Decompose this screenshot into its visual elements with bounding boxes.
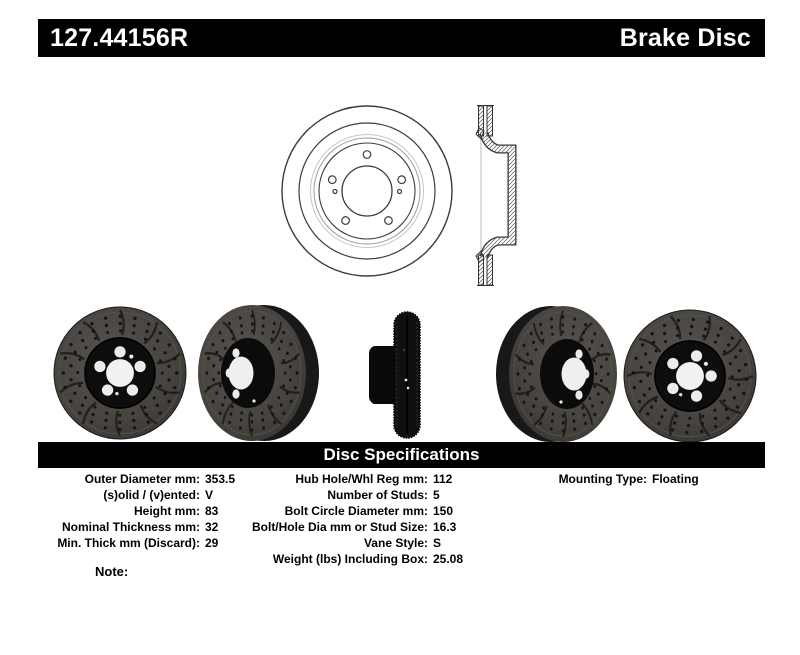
- spec-section-header: [38, 442, 765, 468]
- brake-disc-cross-section-drawing: [476, 106, 512, 286]
- spec-label: Weight (lbs) Including Box:: [272, 552, 428, 566]
- spec-value: S: [433, 536, 442, 550]
- spec-section-title: Disc Specifications: [323, 445, 480, 464]
- spec-column-left: [33, 471, 235, 551]
- spec-label: Min. Thick mm (Discard):: [57, 536, 200, 550]
- spec-value: 25.08: [433, 552, 464, 566]
- part-number: 127.44156R: [50, 23, 189, 52]
- rotor-photo-front-left: [53, 306, 187, 440]
- spec-value: 32: [205, 520, 219, 534]
- spec-column-right: [555, 471, 699, 487]
- spec-label: Number of Studs:: [327, 488, 428, 502]
- spec-value: 150: [433, 504, 454, 518]
- header-bar: [38, 19, 765, 57]
- brake-disc-front-line-drawing: [282, 106, 452, 276]
- spec-label: Hub Hole/Whl Reg mm:: [295, 472, 428, 486]
- spec-label: Nominal Thickness mm:: [61, 520, 200, 534]
- spec-value: 29: [205, 536, 219, 550]
- rotor-photo-angled-right: [494, 304, 619, 444]
- rotor-photo-angled-left: [196, 303, 321, 443]
- spec-label: Height mm:: [134, 504, 200, 518]
- spec-column-middle: [235, 471, 463, 567]
- spec-value: 83: [205, 504, 219, 518]
- spec-label: Bolt Circle Diameter mm:: [284, 504, 428, 518]
- spec-value: 353.5: [205, 472, 236, 486]
- brake-disc-line-drawings: [250, 88, 540, 303]
- product-title: Brake Disc: [619, 23, 751, 52]
- spec-value: 16.3: [433, 520, 457, 534]
- spec-label: Vane Style:: [363, 536, 428, 550]
- spec-label: Bolt/Hole Dia mm or Stud Size:: [251, 520, 428, 534]
- spec-value: 5: [433, 488, 440, 502]
- spec-label: Mounting Type:: [558, 472, 647, 486]
- spec-label: (s)olid / (v)ented:: [103, 488, 200, 502]
- spec-label: Outer Diameter mm:: [84, 472, 200, 486]
- note-label: Note:: [95, 564, 129, 579]
- spec-value: Floating: [652, 472, 699, 486]
- rotor-photo-edge: [368, 310, 430, 442]
- spec-value: 112: [433, 472, 453, 486]
- spec-value: V: [205, 488, 214, 502]
- rotor-photo-front-right: [623, 309, 757, 443]
